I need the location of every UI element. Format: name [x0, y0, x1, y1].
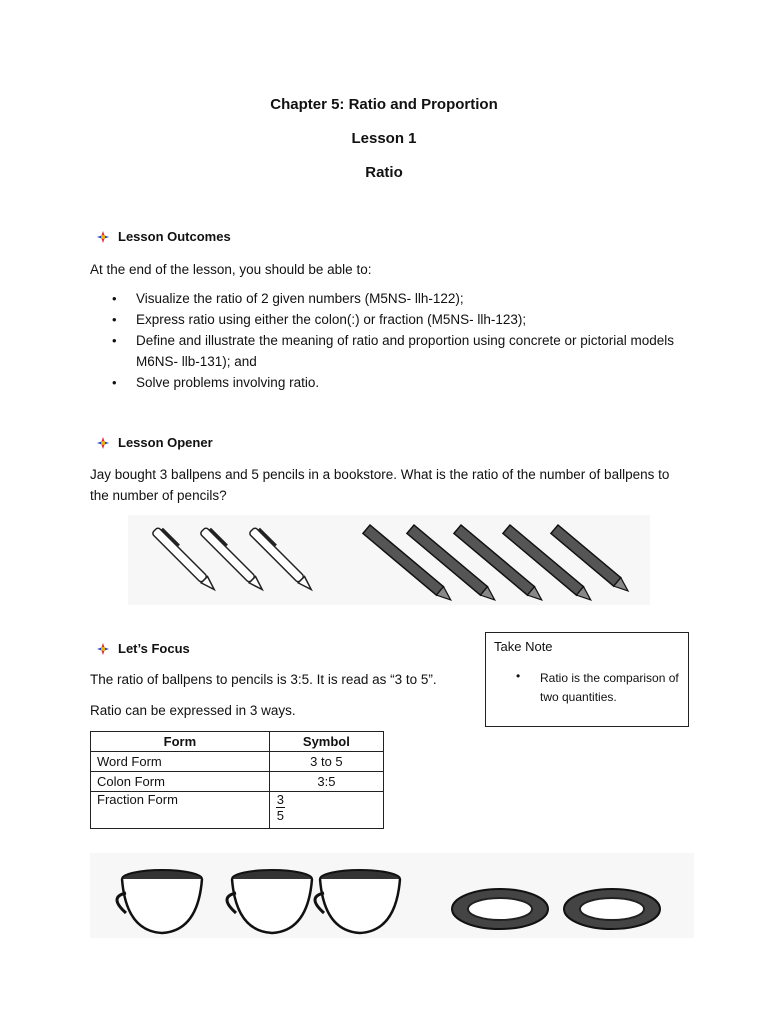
chapter-title: Chapter 5: Ratio and Proportion — [270, 96, 498, 113]
saucer-icon — [452, 889, 548, 929]
table-row — [91, 752, 384, 772]
form-cell: Fraction Form — [91, 792, 270, 829]
saucer-icon — [564, 889, 660, 929]
list-item: • Visualize the ratio of 2 given numbers (M5NS- llh-122); — [90, 288, 690, 309]
section-marker-icon — [96, 230, 110, 244]
take-note-title: Take Note — [494, 639, 553, 654]
opener-question: Jay bought 3 ballpens and 5 pencils in a bookstore. What is the ratio of the number of ballpens to the number of pencils? — [90, 467, 670, 503]
column-header: Form — [91, 732, 270, 752]
ratio-ways: Ratio can be expressed in 3 ways. — [90, 703, 296, 718]
ratio-forms-table — [90, 731, 384, 829]
pencil-icon — [363, 525, 454, 604]
pencil-icon — [407, 525, 498, 604]
take-note-text: Ratio is the comparison of two quantities. — [540, 671, 679, 704]
heading-label: Lesson Outcomes — [118, 229, 231, 244]
pens-pencils-illustration — [128, 515, 650, 605]
take-note-box — [485, 632, 689, 727]
section-marker-icon — [96, 436, 110, 450]
form-cell: Word Form — [91, 752, 270, 772]
lesson-number: Lesson 1 — [351, 130, 417, 147]
list-item: • Express ratio using either the colon(:) or fraction (M5NS- llh-123); — [90, 309, 690, 330]
lesson-outcomes-heading — [96, 229, 231, 244]
outcomes-intro: At the end of the lesson, you should be able to: — [90, 262, 372, 277]
table-header-row — [91, 732, 384, 752]
lesson-topic: Ratio — [365, 164, 403, 181]
lesson-opener-heading — [96, 435, 213, 450]
cup-icon — [315, 870, 400, 933]
cup-icon — [117, 870, 202, 933]
pencil-icon — [503, 525, 594, 604]
fraction-denominator: 5 — [276, 808, 285, 823]
table-row — [91, 772, 384, 792]
symbol-cell: 3 to 5 — [269, 752, 383, 772]
symbol-cell — [269, 792, 383, 829]
cup-icon — [227, 870, 312, 933]
section-marker-icon — [96, 642, 110, 656]
focus-statement: The ratio of ballpens to pencils is 3:5. It is read as “3 to 5”. — [90, 672, 437, 687]
bullet-icon: • — [516, 669, 521, 683]
lets-focus-heading — [96, 641, 190, 656]
heading-label: Let’s Focus — [118, 641, 190, 656]
table-row — [91, 792, 384, 829]
cups-saucers-illustration — [90, 853, 694, 938]
outcomes-list — [90, 288, 690, 393]
fraction — [276, 792, 285, 823]
list-item: • Define and illustrate the meaning of ratio and proportion using concrete or pictorial models M6NS- llb-131); and — [90, 330, 690, 372]
column-header: Symbol — [269, 732, 383, 752]
pencil-icon — [454, 525, 545, 604]
form-cell: Colon Form — [91, 772, 270, 792]
heading-label: Lesson Opener — [118, 435, 213, 450]
list-item: • Solve problems involving ratio. — [90, 372, 690, 393]
symbol-cell: 3:5 — [269, 772, 383, 792]
fraction-numerator: 3 — [276, 792, 285, 807]
